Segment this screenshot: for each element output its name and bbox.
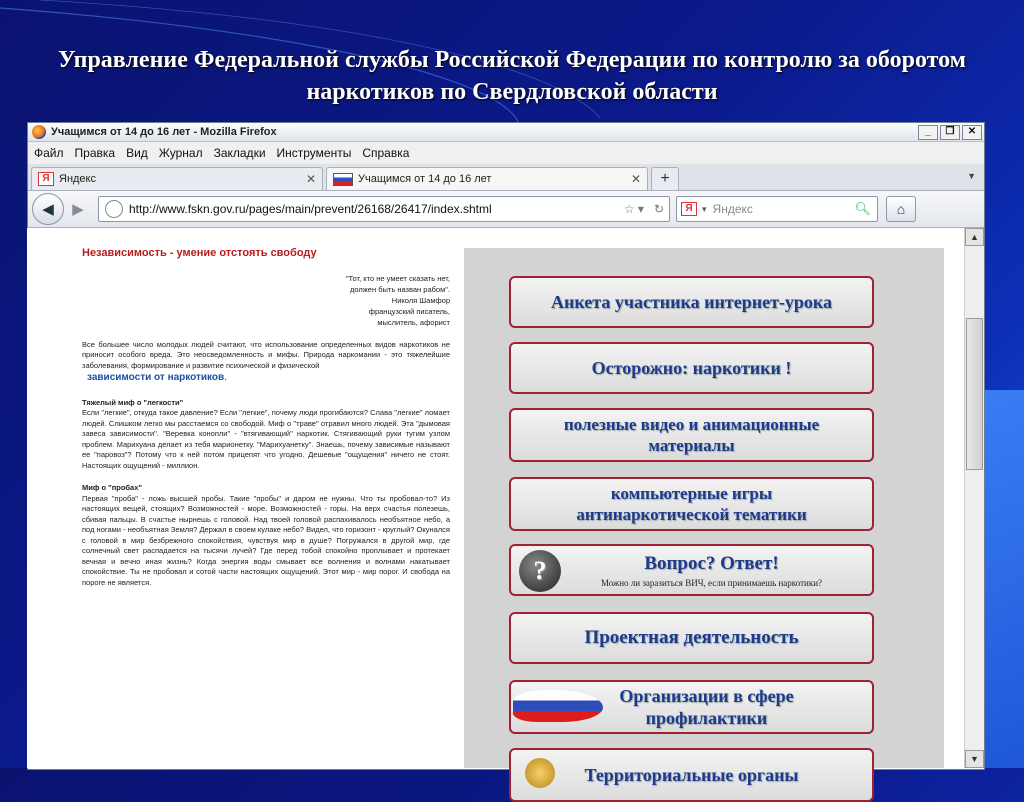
page-viewport: [27, 228, 964, 785]
slide-title: Управление Федеральной службы Российской Федерации по контролю за оборотом наркотиков по Свердловской области: [57, 47, 967, 105]
project-activity-button[interactable]: [509, 612, 874, 664]
window-title: Учащимся от 14 до 16 лет - Mozilla Firefox: [51, 126, 277, 138]
menu-help[interactable]: Справка: [362, 146, 410, 160]
close-tab-icon[interactable]: ✕: [305, 172, 316, 186]
firefox-logo-icon: [32, 125, 46, 139]
territorial-bodies-button[interactable]: [509, 748, 874, 802]
prevention-orgs-label: Организации в сфере профилактики: [619, 686, 794, 728]
search-magnifier-icon[interactable]: 🔍︎: [854, 201, 871, 216]
myth1-text: Если "легкие", откуда такое давление? Если "легкие", почему люди прогибаются? Слава "легкие" ломает людей. Слишком легко мы расстаемся со свободой. Миф о "траве" отравил много людей. Эта "дымовая завеса зависимости". "Веревка конопли" - "втягивающий" наркотик. Стягивающий руки тугим узлом проблем. Марихуана делает из тебя марионетку. "Марихуанетку". Знаешь, почему зависимые называют ее "паровоз"? Потому что к ней потом прицепят что угодно. Дешевые "ощущения" ничего не стоят. Настоящих ощущений - миллион.: [82, 408, 450, 470]
tab-yandex[interactable]: [31, 167, 323, 190]
survey-button-label: Анкета участника интернет-урока: [550, 291, 833, 312]
new-tab-button[interactable]: +: [651, 167, 679, 190]
scroll-up-icon[interactable]: ▲: [965, 228, 984, 246]
sidebar-panel: [464, 248, 944, 785]
computer-games-label: компьютерные игры антинаркотической тематики: [576, 484, 807, 524]
address-bar[interactable]: [98, 196, 670, 222]
dependence-link-row: [87, 373, 450, 384]
qa-button[interactable]: [509, 544, 874, 596]
yandex-search-icon[interactable]: Я: [681, 202, 697, 216]
tab-students[interactable]: [326, 167, 648, 190]
menu-edit[interactable]: Правка: [74, 146, 116, 160]
menu-bar: [28, 142, 984, 164]
home-button[interactable]: ⌂: [886, 196, 916, 222]
caution-drugs-button[interactable]: [509, 342, 874, 394]
survey-button[interactable]: [509, 276, 874, 328]
epigraph-line: должен быть назван рабом".: [350, 284, 450, 294]
prevention-orgs-button[interactable]: [509, 680, 874, 734]
emblem-icon: [525, 758, 555, 788]
project-activity-label: Проектная деятельность: [584, 627, 799, 648]
reload-icon[interactable]: ↻: [653, 202, 664, 216]
qa-sublabel: Можно ли заразиться ВИЧ, если принимаешь наркотики?: [600, 577, 823, 588]
dependence-link-suffix: .: [224, 372, 227, 383]
menu-tools[interactable]: Инструменты: [276, 146, 352, 160]
url-text[interactable]: http://www.fskn.gov.ru/pages/main/prevent/26168/26417/index.shtml: [129, 202, 492, 216]
computer-games-button[interactable]: [509, 477, 874, 531]
search-input[interactable]: Яндекс: [712, 202, 753, 216]
search-bar[interactable]: [676, 196, 878, 222]
myth1-heading: Тяжелый миф о "легкости": [82, 397, 184, 407]
menu-file[interactable]: Файл: [34, 146, 64, 160]
video-materials-label: полезные видео и анимационные материалы: [563, 415, 820, 455]
scroll-down-icon[interactable]: ▼: [965, 750, 984, 768]
tab-label: Яндекс: [59, 173, 96, 185]
article-column: [82, 248, 450, 588]
qa-label: Вопрос? Ответ!: [644, 552, 779, 574]
search-engine-dropdown-icon[interactable]: ▾: [702, 203, 707, 214]
tab-label: Учащимся от 14 до 16 лет: [358, 173, 492, 185]
epigraph-line: "Тот, кто не умеет сказать нет,: [345, 273, 450, 283]
tab-list-dropdown-icon[interactable]: ▼: [967, 171, 976, 181]
territorial-bodies-label: Территориальные органы: [584, 764, 799, 785]
maximize-button[interactable]: ❐: [940, 125, 960, 140]
flag-icon: [333, 173, 353, 186]
yandex-icon: Я: [38, 172, 54, 186]
epigraph-line: мыслитель, афорист: [377, 317, 450, 327]
vertical-scrollbar[interactable]: [964, 228, 984, 768]
epigraph: [82, 273, 450, 328]
minimize-button[interactable]: _: [918, 125, 938, 140]
menu-view[interactable]: Вид: [126, 146, 148, 160]
myth2-text: Первая "проба" - ложь высшей пробы. Такие "пробы" и даром не нужны. Что ты пробовал-то? Из настоящих вещей, стоящих? Возможностей - море. Возможностей - горы. На верх счастья полезешь, сбивая пальцы. В счастье нырнешь с головой. Над твоей головой распахивалось необъятное небо, а под ногами - необъятная Земля? Держал в своем кулаке небо? Видел, что горизонт - круглый? Окунался с головой в мир безбрежного спокойствия, чувствуя мир в душе? Погружался в другой мир, где солнечный свет распадается на тысячи лучей? Где перед тобой спокойно проплывает и протекает вечная и вечно иная жизнь? Когда энергия воды смывает все волнения и волнами накатывает спокойствие. Ты не пробовал и сотой части настоящих ощущений. Этот мир - мир порог. И свобода на пороге не является.: [82, 493, 450, 587]
forward-button[interactable]: ▶: [72, 201, 84, 218]
back-button[interactable]: ◀: [32, 193, 64, 225]
close-tab-icon[interactable]: ✕: [630, 172, 641, 186]
slide-side-band: [980, 390, 1024, 768]
myth2-heading: Миф о "пробах": [82, 483, 142, 492]
menu-bookmarks[interactable]: Закладки: [213, 146, 266, 160]
intro-paragraph: Все большее число молодых людей считают, что использование определенных видов наркотиков не приносит особого вреда. Это неосведомленность и мифы. Природа наркомании - это тяжелейшие заболевания, формирование и развитие психической и физической: [82, 339, 450, 370]
epigraph-line: Николя Шамфор: [391, 295, 450, 305]
window-titlebar: [28, 123, 984, 142]
video-materials-button[interactable]: [509, 408, 874, 462]
caution-drugs-label: Осторожно: наркотики !: [591, 357, 792, 378]
site-identity-icon[interactable]: [105, 200, 123, 218]
scroll-thumb[interactable]: [966, 318, 983, 470]
menu-history[interactable]: Журнал: [158, 146, 203, 160]
question-person-icon: ?: [519, 550, 561, 592]
article-title: Независимость - умение отстоять свободу: [82, 247, 317, 259]
tab-strip: [28, 164, 984, 191]
epigraph-line: французский писатель,: [368, 306, 450, 316]
dependence-link[interactable]: зависимости от наркотиков: [87, 372, 225, 383]
navigation-toolbar: [28, 191, 984, 228]
close-button[interactable]: ✕: [962, 125, 982, 140]
bookmark-star-icon[interactable]: ☆ ▾: [623, 202, 644, 216]
